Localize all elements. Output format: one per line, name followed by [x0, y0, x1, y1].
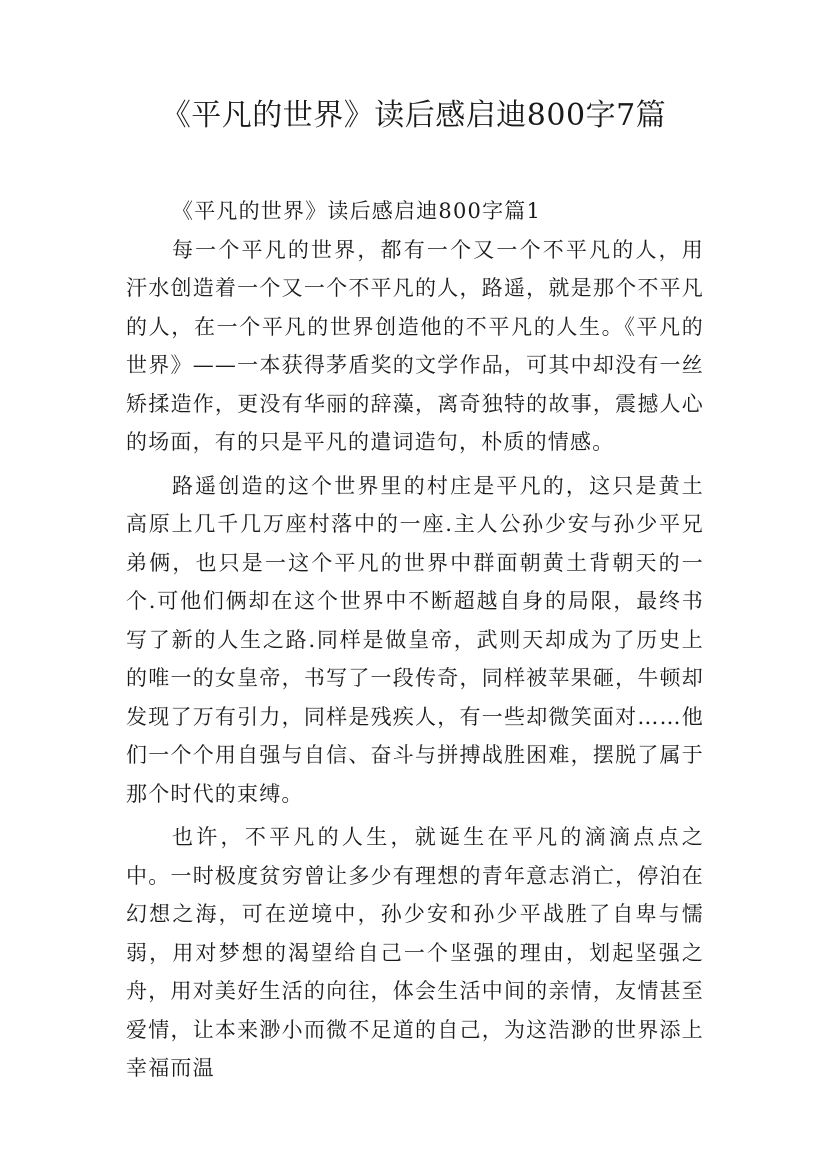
document-body [126, 192, 704, 1093]
document-title: 《平凡的世界》读后感启迪800字7篇 [160, 98, 667, 133]
section-heading: 《平凡的世界》读后感启迪800字篇1 [172, 199, 542, 223]
paragraph: 也许，不平凡的人生，就诞生在平凡的滴滴点点之中。一时极度贫穷曾让多少有理想的青年意志消亡，停泊在幻想之海，可在逆境中，孙少安和孙少平战胜了自卑与懦弱，用对梦想的渴望给自己一个坚强的理由，划起坚强之舟，用对美好生活的向往，体会生活中间的亲情，友情甚至爱情，让本来渺小而微不足道的自己，为这浩渺的世界添上幸福而温 [126, 825, 704, 1080]
paragraph: 每一个平凡的世界，都有一个又一个不平凡的人，用汗水创造着一个又一个不平凡的人，路遥，就是那个不平凡的人，在一个平凡的世界创造他的不平凡的人生。《平凡的世界》——一本获得茅盾奖的文学作品，可其中却没有一丝矫揉造作，更没有华丽的辞藻，离奇独特的故事，震撼人心的场面，有的只是平凡的遣词造句，朴质的情感。 [126, 237, 704, 454]
paragraph: 路遥创造的这个世界里的村庄是平凡的，这只是黄土高原上几千几万座村落中的一座.主人公孙少安与孙少平兄弟俩，也只是一这个平凡的世界中群面朝黄土背朝天的一个.可他们俩却在这个世界中不断超越自身的局限，最终书写了新的人生之路.同样是做皇帝，武则天却成为了历史上的唯一的女皇帝，书写了一段传奇，同样被苹果砸，牛顿却发现了万有引力，同样是残疾人，有一些却微笑面对……他们一个个用自强与自信、奋斗与拼搏战胜困难，摆脱了属于那个时代的束缚。 [126, 473, 704, 806]
